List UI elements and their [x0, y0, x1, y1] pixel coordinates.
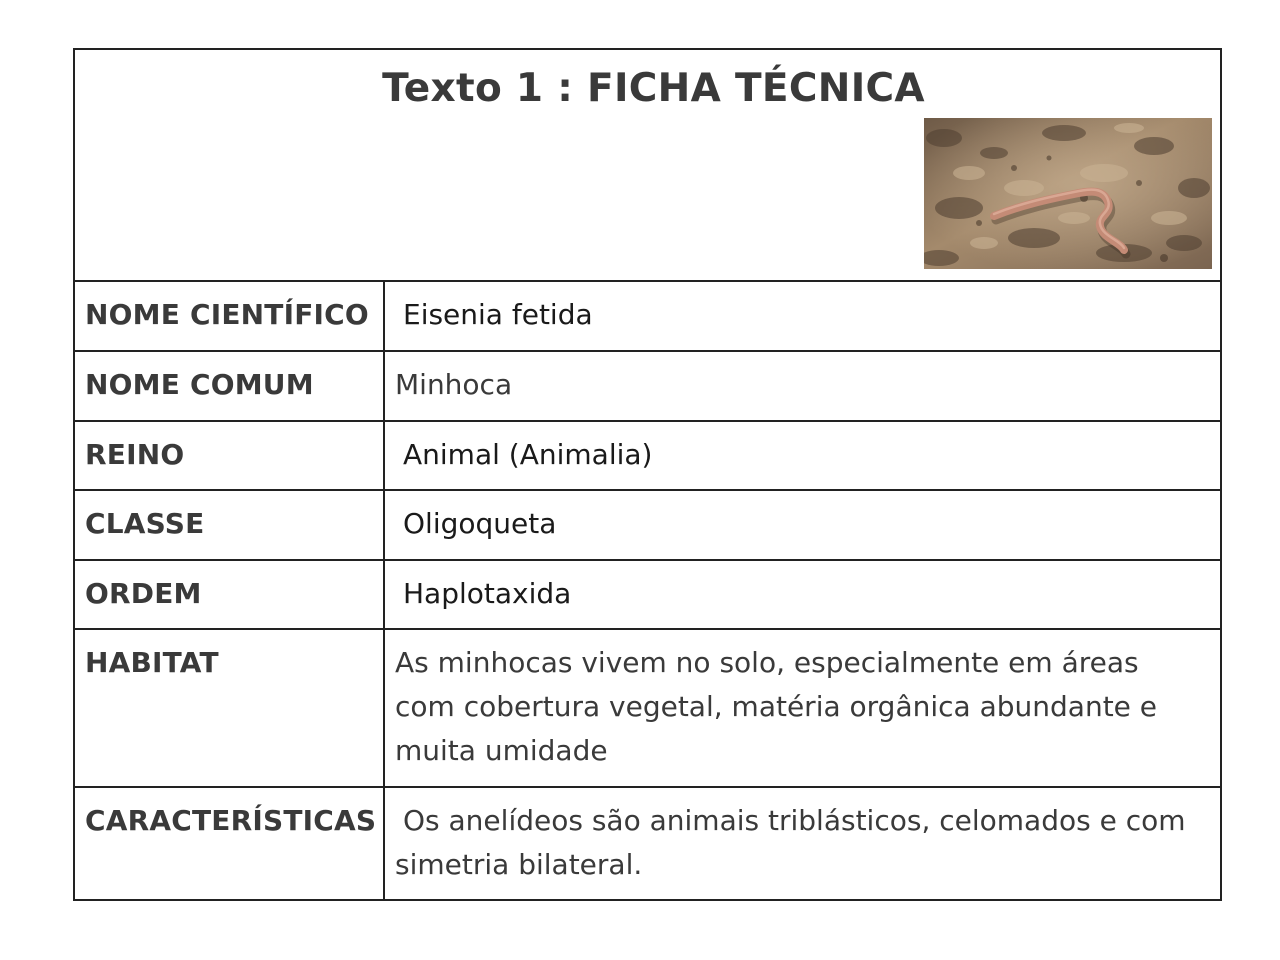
row-label: REINO [75, 422, 385, 489]
row-value: Minhoca [395, 368, 513, 401]
table-row [75, 561, 1220, 630]
row-label: CLASSE [75, 491, 385, 559]
row-label: ORDEM [75, 561, 385, 628]
table-row [75, 630, 1220, 788]
table-row [75, 352, 1220, 422]
row-label: NOME COMUM [75, 352, 385, 420]
row-value: Haplotaxida [403, 577, 572, 610]
row-value: Oligoqueta [403, 507, 557, 540]
row-value: Eisenia fetida [403, 298, 593, 331]
earthworm-photo [924, 118, 1212, 269]
row-label: CARACTERÍSTICAS [75, 788, 385, 901]
row-value: Os anelídeos são animais triblásticos, celomados e com simetria bilateral. [395, 804, 1186, 881]
table-row [75, 788, 1220, 901]
table-row [75, 282, 1220, 352]
page-title: Texto 1 : FICHA TÉCNICA [382, 66, 925, 111]
table-header-cell [75, 50, 1220, 282]
data-rows [75, 282, 1220, 901]
table-row [75, 491, 1220, 561]
technical-sheet-table [73, 48, 1222, 901]
row-value: As minhocas vivem no solo, especialmente em áreas com cobertura vegetal, matéria orgânica abundante e muita umidade [395, 646, 1158, 767]
row-value: Animal (Animalia) [403, 438, 653, 471]
row-label: NOME CIENTÍFICO [75, 282, 385, 350]
row-label: HABITAT [75, 630, 385, 786]
table-row [75, 422, 1220, 491]
